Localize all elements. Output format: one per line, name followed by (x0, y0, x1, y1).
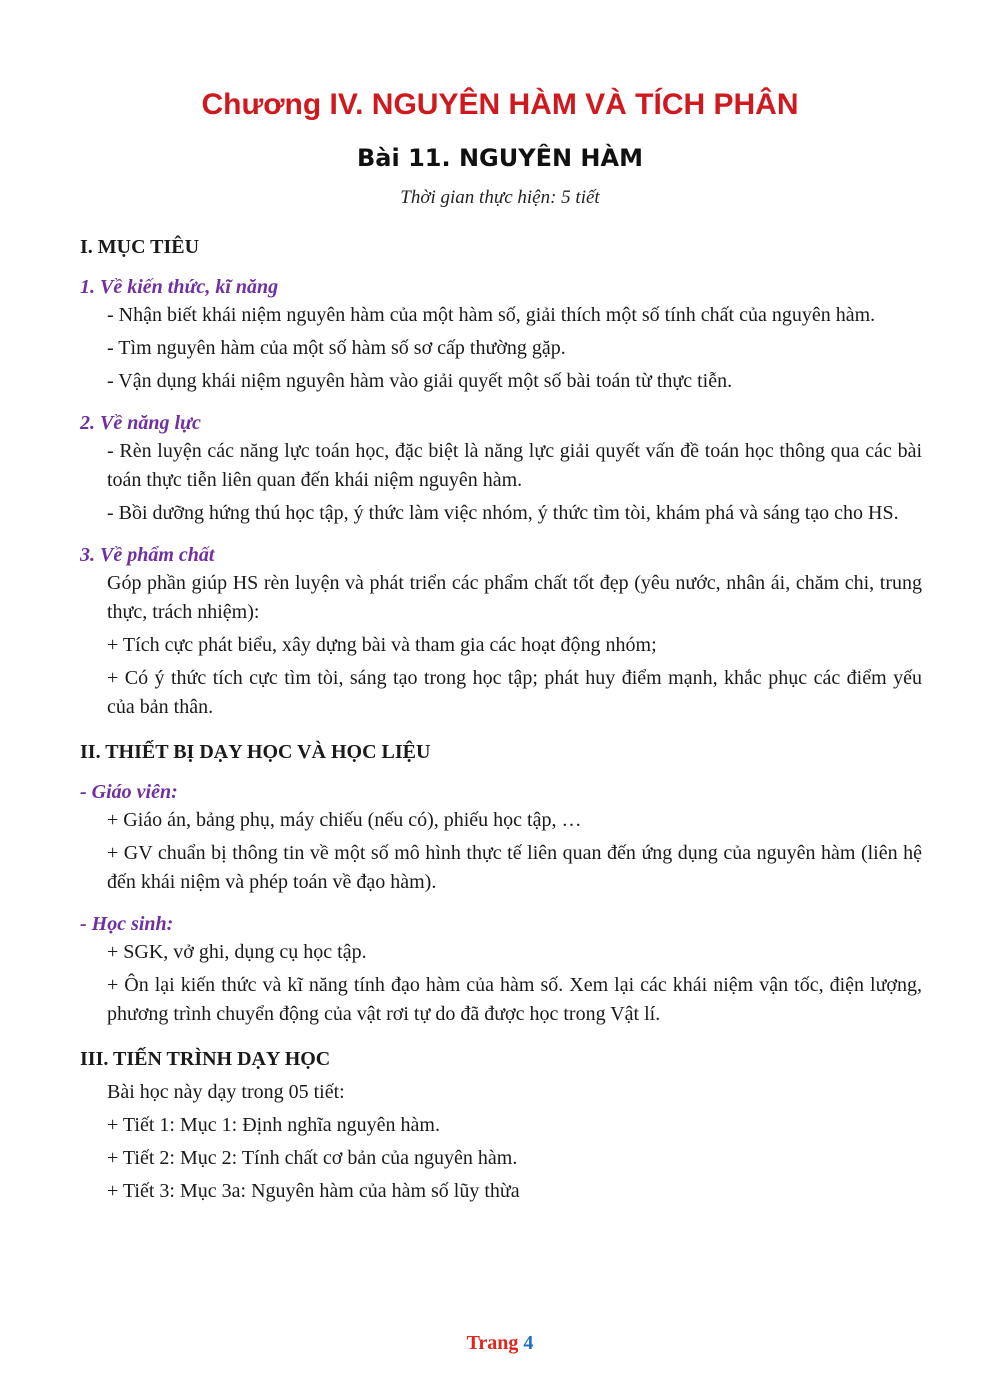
section-heading-equipment: II. THIẾT BỊ DẠY HỌC VÀ HỌC LIỆU (80, 741, 431, 763)
subheading-qualities: 3. Về phẩm chất (80, 544, 215, 566)
document-body (80, 232, 922, 1210)
page-label: Trang (466, 1332, 519, 1354)
subheading-student: - Học sinh: (80, 913, 174, 935)
list-item: Bài học này dạy trong 05 tiết: (107, 1081, 345, 1103)
page-number: 4 (523, 1332, 534, 1354)
list-item: + Có ý thức tích cực tìm tòi, sáng tạo trong học tập; phát huy điểm mạnh, khắc phục các điểm yếu của bản thân. (107, 667, 922, 718)
list-item: - Bồi dưỡng hứng thú học tập, ý thức làm việc nhóm, ý thức tìm tòi, khám phá và sáng tạo cho HS. (107, 502, 899, 524)
list-item: + Tiết 1: Mục 1: Định nghĩa nguyên hàm. (107, 1114, 440, 1136)
section-heading-objectives: I. MỤC TIÊU (80, 236, 200, 258)
list-item: Góp phần giúp HS rèn luyện và phát triển các phẩm chất tốt đẹp (yêu nước, nhân ái, chăm chi, trung thực, trách nhiệm): (107, 572, 922, 623)
list-item: + Tích cực phát biểu, xây dựng bài và tham gia các hoạt động nhóm; (107, 634, 657, 656)
list-item: - Tìm nguyên hàm của một số hàm số sơ cấp thường gặp. (107, 337, 566, 359)
list-item: + GV chuẩn bị thông tin về một số mô hình thực tế liên quan đến ứng dụng của nguyên hàm (liên hệ đến khái niệm và phép toán về đạo hàm). (107, 842, 922, 893)
lesson-title: Bài 11. NGUYÊN HÀM (357, 144, 643, 172)
lesson-duration: Thời gian thực hiện: 5 tiết (400, 187, 600, 208)
chapter-title: Chương IV. NGUYÊN HÀM VÀ TÍCH PHÂN (201, 88, 799, 121)
list-item: + Giáo án, bảng phụ, máy chiếu (nếu có), phiếu học tập, … (107, 809, 582, 831)
list-item: + Tiết 3: Mục 3a: Nguyên hàm của hàm số lũy thừa (107, 1180, 520, 1202)
subheading-knowledge-skills: 1. Về kiến thức, kĩ năng (80, 276, 279, 298)
page-footer (0, 1328, 1000, 1358)
section-heading-teaching-process: III. TIẾN TRÌNH DẠY HỌC (80, 1048, 331, 1070)
list-item: - Vận dụng khái niệm nguyên hàm vào giải quyết một số bài toán từ thực tiễn. (107, 370, 733, 392)
subheading-competencies: 2. Về năng lực (80, 412, 201, 434)
list-item: + SGK, vở ghi, dụng cụ học tập. (107, 941, 367, 963)
list-item: - Nhận biết khái niệm nguyên hàm của một hàm số, giải thích một số tính chất của nguyên hàm. (107, 304, 876, 326)
subheading-teacher: - Giáo viên: (80, 781, 178, 803)
list-item: - Rèn luyện các năng lực toán học, đặc biệt là năng lực giải quyết vấn đề toán học thông qua các bài toán thực tiễn liên quan đến khái niệm nguyên hàm. (107, 440, 922, 491)
list-item: + Tiết 2: Mục 2: Tính chất cơ bản của nguyên hàm. (107, 1147, 518, 1169)
list-item: + Ôn lại kiến thức và kĩ năng tính đạo hàm của hàm số. Xem lại các khái niệm vận tốc, điện lượng, phương trình chuyển động của vật rơi tự do đã được học trong Vật lí. (107, 974, 922, 1025)
